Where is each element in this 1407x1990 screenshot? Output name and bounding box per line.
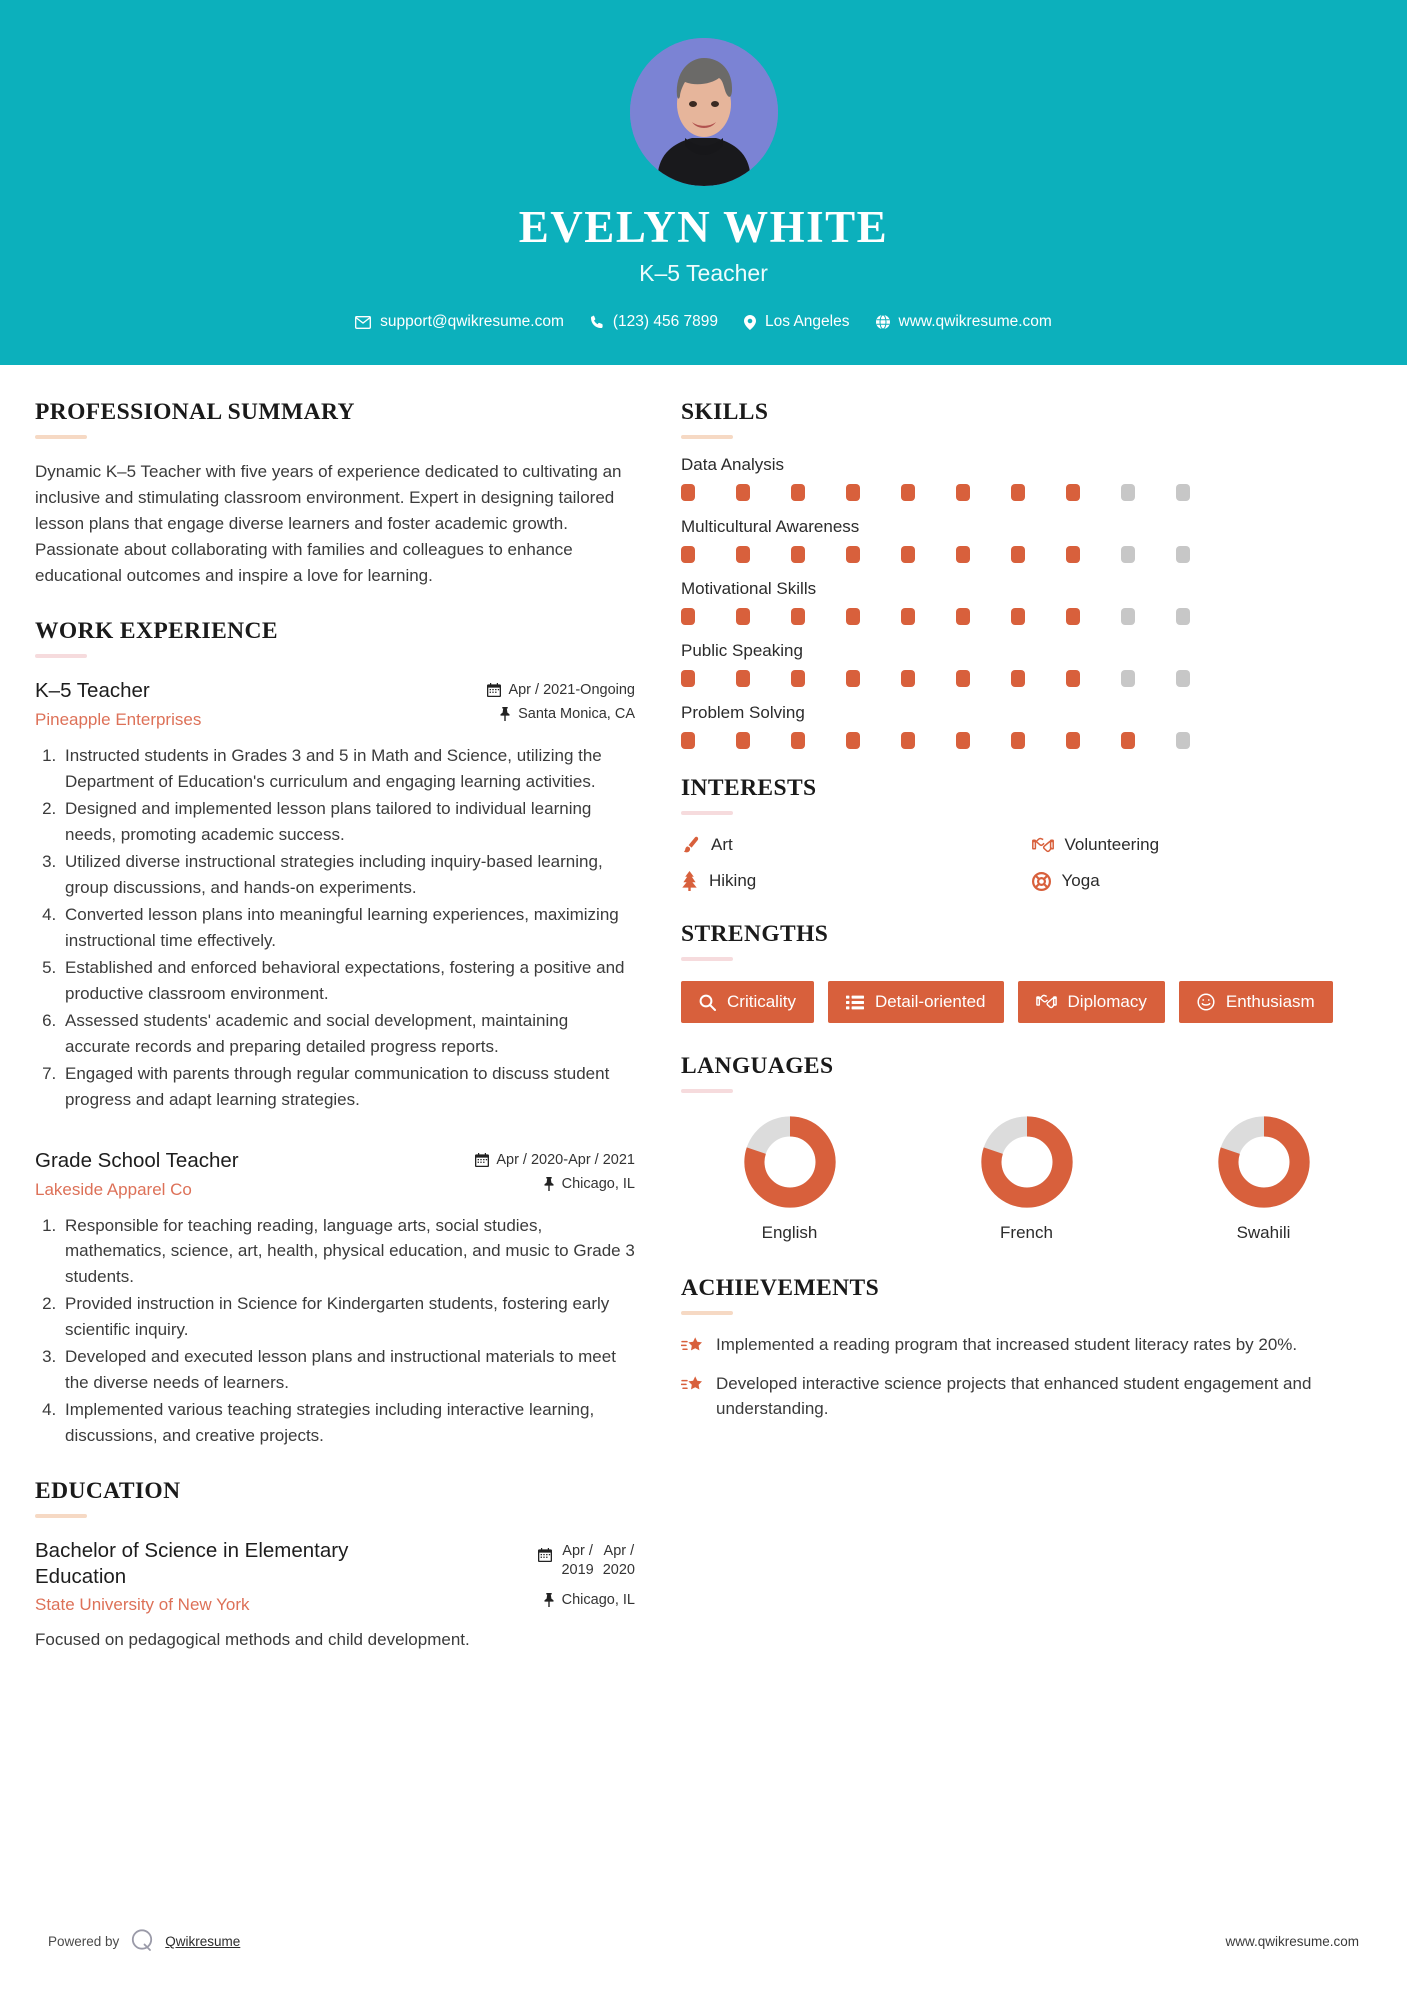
skill-dot: [1176, 546, 1190, 563]
avatar: [630, 38, 778, 186]
calendar-icon: [475, 1153, 489, 1167]
magnifier-icon: [699, 994, 716, 1011]
section-rule: [35, 435, 87, 439]
experience-entry-meta: [487, 678, 635, 722]
skill-dot: [1121, 670, 1135, 687]
section-heading-languages: LANGUAGES: [681, 1053, 834, 1080]
section-languages: [681, 1053, 1372, 1243]
section-heading-experience: WORK EXPERIENCE: [35, 618, 278, 645]
skill-dot: [1011, 546, 1025, 563]
skill-dot: [1066, 484, 1080, 501]
skill-dot: [956, 546, 970, 563]
strength-chip-detail-oriented: [828, 981, 1004, 1023]
skill-dot: [736, 608, 750, 625]
interest-item: [681, 871, 1022, 891]
contact-email-text: support@qwikresume.com: [380, 313, 564, 331]
tree-icon: [681, 871, 698, 891]
interest-item: [1032, 835, 1373, 855]
list-item: 6. Assessed students' academic and social development, maintaining accurate records and preparing detailed progress reports.: [61, 1008, 635, 1059]
location-pin-icon: [744, 315, 756, 330]
section-rule: [681, 957, 733, 961]
section-heading-interests: INTERESTS: [681, 775, 817, 802]
skill-dot: [901, 484, 915, 501]
experience-entry-meta: [475, 1148, 635, 1192]
skill-dot: [901, 670, 915, 687]
section-rule: [681, 1311, 733, 1315]
interest-label: Yoga: [1061, 871, 1100, 891]
skill-dot: [956, 670, 970, 687]
section-rule: [35, 654, 87, 658]
experience-location-text: Santa Monica, CA: [518, 706, 635, 723]
list-item: 3. Utilized diverse instructional strategies including inquiry-based learning, group discussions, and hands-on experiments.: [61, 849, 635, 900]
skill-dot: [1176, 608, 1190, 625]
pushpin-icon: [543, 1593, 555, 1607]
section-heading-education: EDUCATION: [35, 1478, 181, 1505]
education-entry-meta: [538, 1538, 635, 1608]
pushpin-icon: [499, 707, 511, 721]
globe-icon: [876, 315, 890, 329]
achievement-item: [681, 1372, 1372, 1422]
language-donut: [1217, 1115, 1311, 1209]
envelope-icon: [355, 316, 371, 329]
language-item: [918, 1115, 1135, 1243]
list-item: 1. Responsible for teaching reading, language arts, social studies, mathematics, science, art, health, physical education, and music to Grade 3 students.: [61, 1213, 635, 1290]
skill-dot: [1066, 546, 1080, 563]
strength-chip-diplomacy: [1018, 981, 1165, 1023]
skill-dot: [1176, 670, 1190, 687]
section-rule: [681, 1089, 733, 1093]
skill-dot: [901, 608, 915, 625]
job-title: K–5 Teacher: [639, 260, 768, 287]
contact-email[interactable]: [355, 313, 564, 331]
skill-rating: [681, 484, 1372, 501]
right-column: [681, 399, 1372, 1444]
section-strengths: [681, 921, 1372, 1023]
strength-label: Diplomacy: [1067, 992, 1147, 1012]
skill-dot: [1176, 732, 1190, 749]
section-heading-summary: PROFESSIONAL SUMMARY: [35, 399, 355, 426]
resume-header: [0, 0, 1407, 365]
skill-dot: [791, 546, 805, 563]
section-heading-strengths: STRENGTHS: [681, 921, 829, 948]
list-item: 3. Developed and executed lesson plans and instructional materials to meet the diverse needs of learners.: [61, 1344, 635, 1395]
interest-label: Volunteering: [1064, 835, 1160, 855]
education-date-end: [603, 1542, 635, 1580]
skill-item: [681, 579, 1372, 625]
education-date-start-month: Apr /: [562, 1543, 593, 1560]
education-entry-titles: [35, 1538, 524, 1615]
skill-dot: [1011, 608, 1025, 625]
skill-label: Multicultural Awareness: [681, 517, 860, 537]
skill-dot: [791, 732, 805, 749]
skill-dot: [791, 670, 805, 687]
skill-rating: [681, 608, 1372, 625]
experience-entry-titles: [35, 1148, 461, 1200]
section-work-experience: [35, 618, 635, 1448]
experience-role: K–5 Teacher: [35, 679, 150, 703]
list-item: 1. Instructed students in Grades 3 and 5 in Math and Science, utilizing the Department of Education's curriculum and engaging learning activities.: [61, 743, 635, 794]
skill-label: Motivational Skills: [681, 579, 817, 599]
education-school: State University of New York: [35, 1595, 250, 1615]
skill-dot: [681, 732, 695, 749]
education-dates: [538, 1542, 635, 1580]
skill-dot: [1066, 608, 1080, 625]
skill-dot: [1121, 484, 1135, 501]
language-item: [681, 1115, 898, 1243]
section-education: [35, 1478, 635, 1653]
shooting-star-icon: [681, 1333, 703, 1356]
skill-dot: [681, 546, 695, 563]
skill-dot: [736, 732, 750, 749]
skill-dot: [736, 484, 750, 501]
list-item: 2. Provided instruction in Science for Kindergarten students, fostering early scientific inquiry.: [61, 1291, 635, 1342]
skill-dot: [846, 608, 860, 625]
experience-bullets: [35, 743, 635, 1112]
skill-label: Data Analysis: [681, 455, 784, 475]
qwikresume-logo-icon: [129, 1927, 155, 1956]
powered-by-label: Powered by: [48, 1934, 120, 1949]
list-item: 5. Established and enforced behavioral expectations, fostering a positive and productive classroom environment.: [61, 955, 635, 1006]
interests-grid: [681, 835, 1372, 891]
skill-dot: [1011, 732, 1025, 749]
skill-item: [681, 455, 1372, 501]
shooting-star-icon: [681, 1372, 703, 1395]
skill-item: [681, 641, 1372, 687]
achievement-text: Developed interactive science projects that enhanced student engagement and understanding.: [716, 1374, 1312, 1419]
skill-dot: [956, 608, 970, 625]
skill-dot: [1011, 484, 1025, 501]
skill-dot: [956, 732, 970, 749]
powered-by: [48, 1927, 240, 1956]
skill-dot: [1121, 608, 1135, 625]
skill-dot: [1121, 732, 1135, 749]
list-item: 4. Converted lesson plans into meaningful learning experiences, maximizing instructional time effectively.: [61, 902, 635, 953]
skill-dot: [901, 732, 915, 749]
section-rule: [35, 1514, 87, 1518]
skill-dot: [956, 484, 970, 501]
page-title: EVELYN WHITE: [518, 202, 889, 252]
qwikresume-link[interactable]: Qwikresume: [165, 1934, 241, 1949]
interest-label: Hiking: [709, 871, 757, 891]
experience-dates: [487, 682, 635, 698]
skill-dot: [736, 670, 750, 687]
education-location: [538, 1592, 635, 1608]
strength-chip-criticality: [681, 981, 814, 1023]
skill-rating: [681, 732, 1372, 749]
skill-dot: [791, 484, 805, 501]
interest-label: Art: [711, 835, 733, 855]
achievement-text: Implemented a reading program that increased student literacy rates by 20%.: [716, 1335, 1298, 1355]
handshake-icon: [1032, 837, 1054, 854]
experience-location-text: Chicago, IL: [561, 1176, 635, 1193]
skill-dot: [1121, 546, 1135, 563]
skill-dot: [681, 608, 695, 625]
experience-location: [475, 1176, 635, 1192]
list-item: 4. Implemented various teaching strategies including interactive learning, discussions, and creative projects.: [61, 1397, 635, 1448]
skill-dot: [1066, 670, 1080, 687]
smiley-icon: [1197, 993, 1215, 1011]
experience-dates: [475, 1152, 635, 1168]
experience-dates-text: Apr / 2020-Apr / 2021: [496, 1152, 635, 1169]
skill-dot: [736, 546, 750, 563]
section-heading-skills: SKILLS: [681, 399, 769, 426]
achievements-list: [681, 1333, 1372, 1422]
contact-location-text: Los Angeles: [765, 313, 850, 331]
pushpin-icon: [543, 1177, 555, 1191]
page-footer: [0, 1927, 1407, 1990]
skill-dot: [1066, 732, 1080, 749]
skill-label: Problem Solving: [681, 703, 805, 723]
language-label: English: [761, 1223, 818, 1243]
strength-label: Detail-oriented: [874, 992, 986, 1012]
experience-entry: [35, 1148, 635, 1448]
experience-entry: [35, 678, 635, 1112]
experience-entry-header: [35, 1148, 635, 1200]
education-entry: [35, 1538, 635, 1653]
strength-chip-enthusiasm: [1179, 981, 1333, 1023]
calendar-icon: [538, 1548, 552, 1566]
experience-entry-titles: [35, 678, 473, 730]
section-rule: [681, 811, 733, 815]
skill-rating: [681, 546, 1372, 563]
skill-dot: [846, 732, 860, 749]
experience-org: Lakeside Apparel Co: [35, 1179, 192, 1199]
interest-item: [1032, 871, 1373, 891]
education-date-end-year: 2020: [602, 1561, 635, 1578]
education-date-end-month: Apr /: [603, 1543, 635, 1560]
experience-role: Grade School Teacher: [35, 1149, 239, 1173]
experience-org: Pineapple Enterprises: [35, 710, 202, 730]
skill-item: [681, 703, 1372, 749]
handshake-icon: [1036, 994, 1057, 1010]
languages-list: [681, 1115, 1372, 1243]
contact-website[interactable]: [876, 313, 1052, 331]
footer-url: www.qwikresume.com: [1225, 1934, 1359, 1949]
list-item: 2. Designed and implemented lesson plans tailored to individual learning needs, promoting academic success.: [61, 796, 635, 847]
experience-bullets: [35, 1213, 635, 1449]
skill-dot: [1176, 484, 1190, 501]
section-skills: [681, 399, 1372, 749]
skill-dot: [846, 670, 860, 687]
phone-icon: [590, 315, 604, 329]
skill-dot: [846, 546, 860, 563]
education-description: Focused on pedagogical methods and child development.: [35, 1630, 470, 1650]
lifebuoy-icon: [1032, 872, 1051, 891]
interest-item: [681, 835, 1022, 855]
skill-dot: [681, 670, 695, 687]
list-icon: [846, 995, 864, 1010]
strength-label: Criticality: [727, 992, 796, 1012]
section-heading-achievements: ACHIEVEMENTS: [681, 1275, 880, 1302]
language-donut: [743, 1115, 837, 1209]
experience-dates-text: Apr / 2021-Ongoing: [508, 682, 635, 699]
skill-dot: [791, 608, 805, 625]
education-degree: Bachelor of Science in Elementary Education: [35, 1539, 349, 1588]
experience-entry-header: [35, 678, 635, 730]
strength-label: Enthusiasm: [1225, 992, 1315, 1012]
list-item: 7. Engaged with parents through regular communication to discuss student progress and adapt learning strategies.: [61, 1061, 635, 1112]
section-professional-summary: [35, 399, 635, 588]
skill-dot: [846, 484, 860, 501]
section-achievements: [681, 1275, 1372, 1422]
contact-website-text: www.qwikresume.com: [898, 313, 1052, 331]
language-item: [1155, 1115, 1372, 1243]
language-label: Swahili: [1236, 1223, 1291, 1243]
left-column: [35, 399, 635, 1675]
language-donut: [980, 1115, 1074, 1209]
experience-location: [487, 706, 635, 722]
skill-dot: [681, 484, 695, 501]
language-label: French: [1000, 1223, 1053, 1243]
paintbrush-icon: [681, 836, 700, 855]
resume-body: [0, 365, 1407, 1675]
section-interests: [681, 775, 1372, 891]
skill-rating: [681, 670, 1372, 687]
achievement-item: [681, 1333, 1372, 1358]
contact-phone[interactable]: [590, 313, 718, 331]
education-entry-header: [35, 1538, 635, 1615]
education-location-text: Chicago, IL: [561, 1591, 635, 1608]
education-date-start-year: 2019: [561, 1561, 594, 1578]
summary-text: Dynamic K–5 Teacher with five years of experience dedicated to cultivating an inclusive and stimulating classroom environment. Expert in designing tailored lesson plans that engage diverse learners and foster academic growth. Passionate about collaborating with families and colleagues to enhance educational outcomes and inspire a love for learning.: [35, 462, 622, 585]
skill-label: Public Speaking: [681, 641, 803, 661]
contact-phone-text: (123) 456 7899: [612, 313, 719, 331]
skill-item: [681, 517, 1372, 563]
skill-dot: [901, 546, 915, 563]
calendar-icon: [487, 683, 501, 697]
contact-row: [0, 313, 1407, 331]
education-date-start: [561, 1542, 593, 1580]
skill-dot: [1011, 670, 1025, 687]
strengths-list: [681, 981, 1372, 1023]
contact-location: [744, 313, 849, 331]
section-rule: [681, 435, 733, 439]
